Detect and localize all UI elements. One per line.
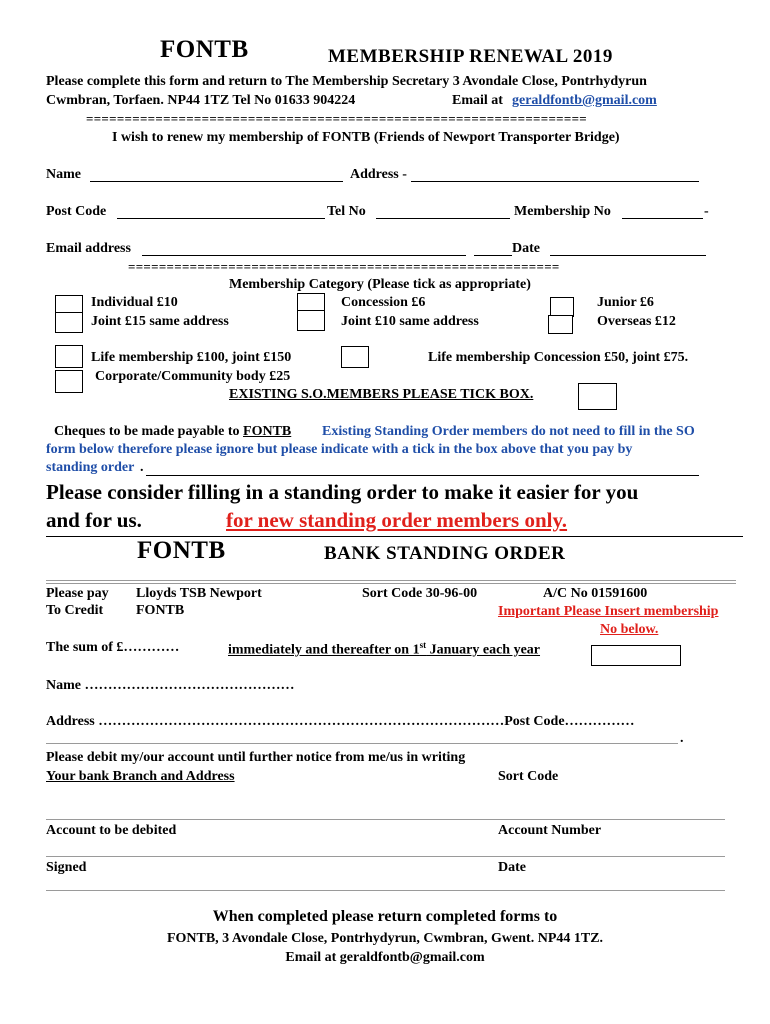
name-label: Name: [46, 167, 81, 182]
corporate-label: Corporate/Community body £25: [95, 369, 291, 384]
sort-code-value: Sort Code 30-96-00: [362, 586, 478, 601]
schedule-pre: immediately and thereafter on 1: [228, 642, 420, 658]
cheques-prefix: Cheques to be made payable to: [54, 424, 244, 439]
so-address-label[interactable]: Address ……………………………………………………………………………Post Code……………: [46, 714, 635, 729]
junior-checkbox[interactable]: [550, 297, 574, 317]
so-sort-code-label: Sort Code: [498, 769, 559, 784]
separator-category: ========================================================: [128, 259, 560, 274]
account-number-label: Account Number: [498, 823, 602, 838]
so-note-underline: [146, 475, 699, 476]
signature-line[interactable]: [46, 890, 725, 891]
existing-so-checkbox[interactable]: [578, 383, 617, 410]
concession-joint-label: Joint £10 same address: [341, 314, 479, 329]
appeal-line-1: Please consider filling in a standing order to make it easier for you: [46, 480, 639, 504]
so-name-label[interactable]: Name ………………………………………: [46, 678, 295, 693]
schedule-post: January each year: [426, 642, 541, 658]
branch-line[interactable]: [46, 819, 725, 820]
so-address-line[interactable]: [46, 743, 678, 744]
tel-no-label: Tel No: [327, 204, 366, 219]
membership-no-field[interactable]: [622, 218, 703, 219]
separator-top: =================================================================: [86, 111, 588, 126]
debit-notice: Please debit my/our account until further notice from me/us in writing: [46, 750, 466, 765]
so-title-divider-b: [46, 583, 736, 584]
concession-joint-checkbox[interactable]: [297, 310, 325, 331]
date-prefix-line: [474, 255, 512, 256]
life-membership-checkbox[interactable]: [55, 345, 83, 368]
cheques-payee: FONTB: [243, 424, 292, 439]
so-title-divider-a: [46, 580, 736, 581]
name-field[interactable]: [90, 181, 343, 182]
concession-label: Concession £6: [341, 295, 426, 310]
intro-line-1: Please complete this form and return to The Membership Secretary 3 Avondale Close, Pontrhydyrun: [46, 74, 647, 89]
membership-no-box[interactable]: [591, 645, 681, 666]
footer-heading: When completed please return completed forms to: [212, 908, 558, 925]
important-line-2: No below.: [600, 622, 659, 637]
signed-label: Signed: [46, 860, 87, 875]
life-concession-checkbox[interactable]: [341, 346, 369, 368]
so-title: BANK STANDING ORDER: [324, 543, 566, 564]
individual-label: Individual £10: [91, 295, 178, 310]
so-note-line-1: Existing Standing Order members do not need to fill in the SO: [322, 424, 695, 439]
so-address-end: .: [680, 731, 684, 746]
overseas-label: Overseas £12: [597, 314, 676, 329]
please-pay-label: Please pay: [46, 586, 109, 601]
membership-no-label: Membership No: [514, 204, 611, 219]
important-line-1: Important Please Insert membership: [498, 604, 719, 619]
post-code-label: Post Code: [46, 204, 107, 219]
account-line[interactable]: [46, 856, 725, 857]
account-debited-label: Account to be debited: [46, 823, 177, 838]
schedule-text: [228, 640, 540, 659]
to-credit-label: To Credit: [46, 603, 104, 618]
so-date-label: Date: [498, 860, 526, 875]
tel-no-field[interactable]: [376, 218, 510, 219]
appeal-red-text: for new standing order members only.: [226, 508, 568, 532]
email-label: Email at: [452, 93, 503, 108]
corporate-checkbox[interactable]: [55, 370, 83, 393]
junior-label: Junior £6: [597, 295, 654, 310]
branch-label: Your bank Branch and Address: [46, 769, 235, 784]
category-heading: Membership Category (Please tick as appropriate): [229, 277, 531, 292]
overseas-checkbox[interactable]: [548, 315, 573, 334]
schedule-sup: st: [419, 640, 427, 650]
appeal-line-2: and for us.: [46, 508, 142, 532]
date-label: Date: [512, 241, 540, 256]
cheques-note: [54, 424, 291, 440]
bank-name: Lloyds TSB Newport: [136, 586, 262, 601]
sum-label: The sum of £…………: [46, 640, 180, 655]
life-membership-label: Life membership £100, joint £150: [91, 350, 292, 365]
individual-joint-checkbox[interactable]: [55, 312, 83, 333]
date-field[interactable]: [550, 255, 706, 256]
intro-line-2: Cwmbran, Torfaen. NP44 1TZ Tel No 01633 904224: [46, 93, 356, 108]
so-note-period: .: [140, 460, 144, 475]
org-title: FONTB: [160, 36, 249, 63]
so-note-line-3: standing order: [46, 460, 135, 475]
so-org-title: FONTB: [137, 537, 226, 564]
existing-so-label: EXISTING S.O.MEMBERS PLEASE TICK BOX.: [229, 387, 534, 402]
account-no-value: A/C No 01591600: [543, 586, 648, 601]
membership-no-dash: -: [704, 204, 709, 219]
renew-statement: I wish to renew my membership of FONTB (Friends of Newport Transporter Bridge): [112, 130, 620, 145]
form-title: MEMBERSHIP RENEWAL 2019: [328, 46, 613, 67]
individual-joint-label: Joint £15 same address: [91, 314, 229, 329]
so-note-line-2: form below therefore please ignore but please indicate with a tick in the box above that you pay by: [46, 442, 633, 457]
address-label: Address -: [350, 167, 407, 182]
credit-payee: FONTB: [136, 603, 185, 618]
post-code-field[interactable]: [117, 218, 325, 219]
footer-address: FONTB, 3 Avondale Close, Pontrhydyrun, Cwmbran, Gwent. NP44 1TZ.: [166, 931, 604, 946]
life-concession-label: Life membership Concession £50, joint £75.: [428, 350, 689, 365]
email-address-field[interactable]: [142, 255, 466, 256]
address-field[interactable]: [411, 181, 699, 182]
footer-email: Email at geraldfontb@gmail.com: [285, 950, 485, 965]
email-link[interactable]: geraldfontb@gmail.com: [512, 93, 657, 108]
email-address-label: Email address: [46, 241, 131, 256]
